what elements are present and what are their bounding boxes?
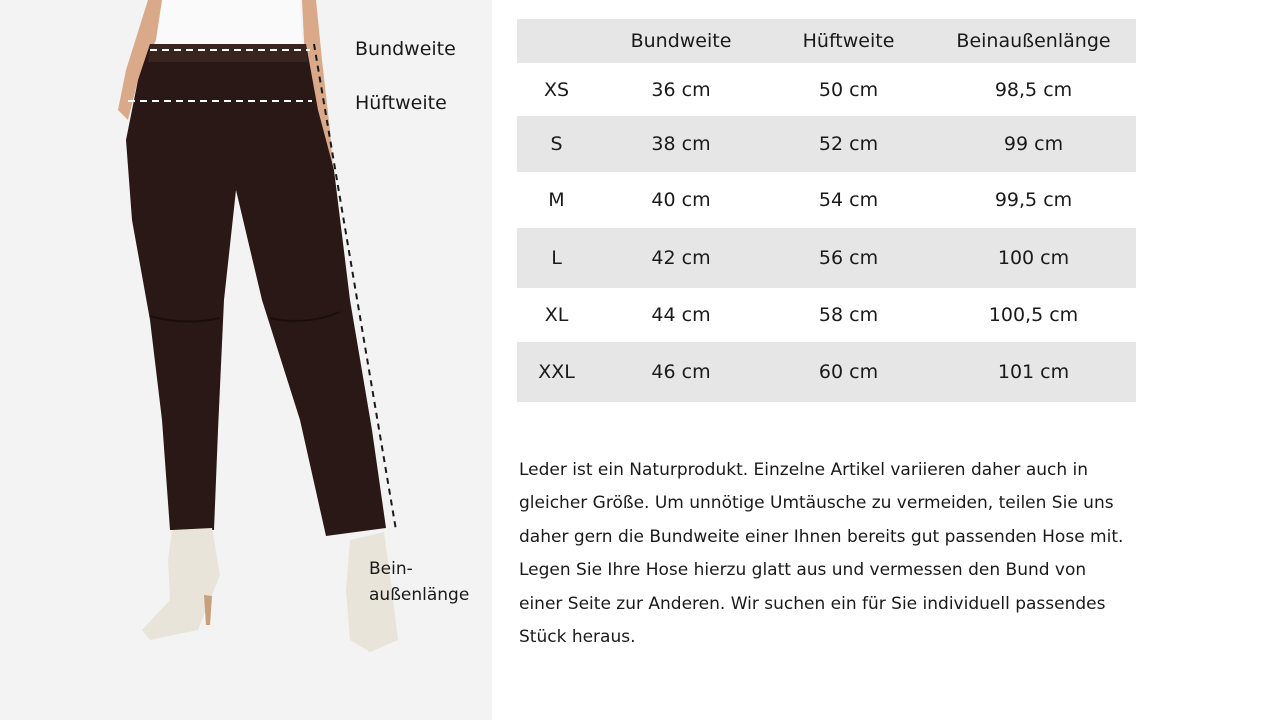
cell-hip: 60 cm [818, 361, 879, 383]
waistband-shape [148, 44, 308, 62]
cell-leg: 99 cm [1003, 133, 1064, 155]
table-row [517, 172, 1136, 228]
cell-size: XS [543, 78, 570, 101]
cell-hip: 50 cm [818, 78, 879, 101]
cell-leg: 100 cm [997, 247, 1070, 269]
cell-waist: 44 cm [651, 304, 711, 326]
cell-hip: 56 cm [818, 247, 879, 269]
cell-waist: 40 cm [651, 189, 711, 211]
pants-shape [126, 44, 386, 536]
cell-hip: 58 cm [818, 304, 879, 326]
cell-hip: 54 cm [818, 189, 879, 211]
table-row [517, 288, 1136, 342]
cell-size: S [550, 133, 563, 155]
header-hip: Hüftweite [802, 30, 895, 52]
cell-size: L [551, 247, 562, 269]
table-row [517, 63, 1136, 116]
label-leg-line1: Bein- [369, 559, 413, 579]
cell-waist: 38 cm [651, 133, 711, 155]
size-table [517, 19, 1136, 402]
left-boot-heel [204, 595, 212, 625]
cell-waist: 36 cm [651, 78, 711, 101]
shirt-shape [156, 0, 302, 44]
header-leg: Beinaußenlänge [956, 30, 1111, 52]
label-waist: Bundweite [355, 38, 456, 60]
note-line: Legen Sie Ihre Hose hierzu glatt aus und vermessen den Bund von [519, 560, 1087, 581]
note-line: Stück heraus. [519, 627, 636, 648]
cell-waist: 46 cm [651, 361, 711, 383]
note-line: gleicher Größe. Um unnötige Umtäusche zu vermeiden, teilen Sie uns [519, 493, 1114, 514]
cell-leg: 99,5 cm [994, 189, 1073, 211]
cell-leg: 98,5 cm [994, 78, 1073, 101]
note-line: daher gern die Bundweite einer Ihnen bereits gut passenden Hose mit. [519, 526, 1124, 547]
table-row [517, 116, 1136, 172]
header-size [517, 19, 596, 63]
note-line: einer Seite zur Anderen. Wir suchen ein für Sie individuell passendes [519, 593, 1106, 614]
label-leg-line2: außenlänge [369, 585, 470, 605]
cell-leg: 101 cm [997, 361, 1070, 383]
product-image-panel [0, 0, 492, 720]
table-row [517, 342, 1136, 402]
note-line: Leder ist ein Naturprodukt. Einzelne Artikel variieren daher auch in [519, 460, 1089, 480]
cell-leg: 100,5 cm [988, 304, 1079, 326]
cell-size: XL [544, 304, 569, 326]
cell-hip: 52 cm [818, 133, 879, 155]
cell-size: M [548, 189, 565, 211]
table-row [517, 228, 1136, 288]
cell-size: XXL [538, 361, 575, 383]
table-header-row [517, 19, 1136, 63]
label-leg [369, 556, 469, 608]
measurement-note [519, 454, 1159, 654]
label-hip: Hüftweite [355, 92, 447, 114]
cell-waist: 42 cm [651, 247, 711, 269]
header-waist: Bundweite [630, 30, 732, 52]
